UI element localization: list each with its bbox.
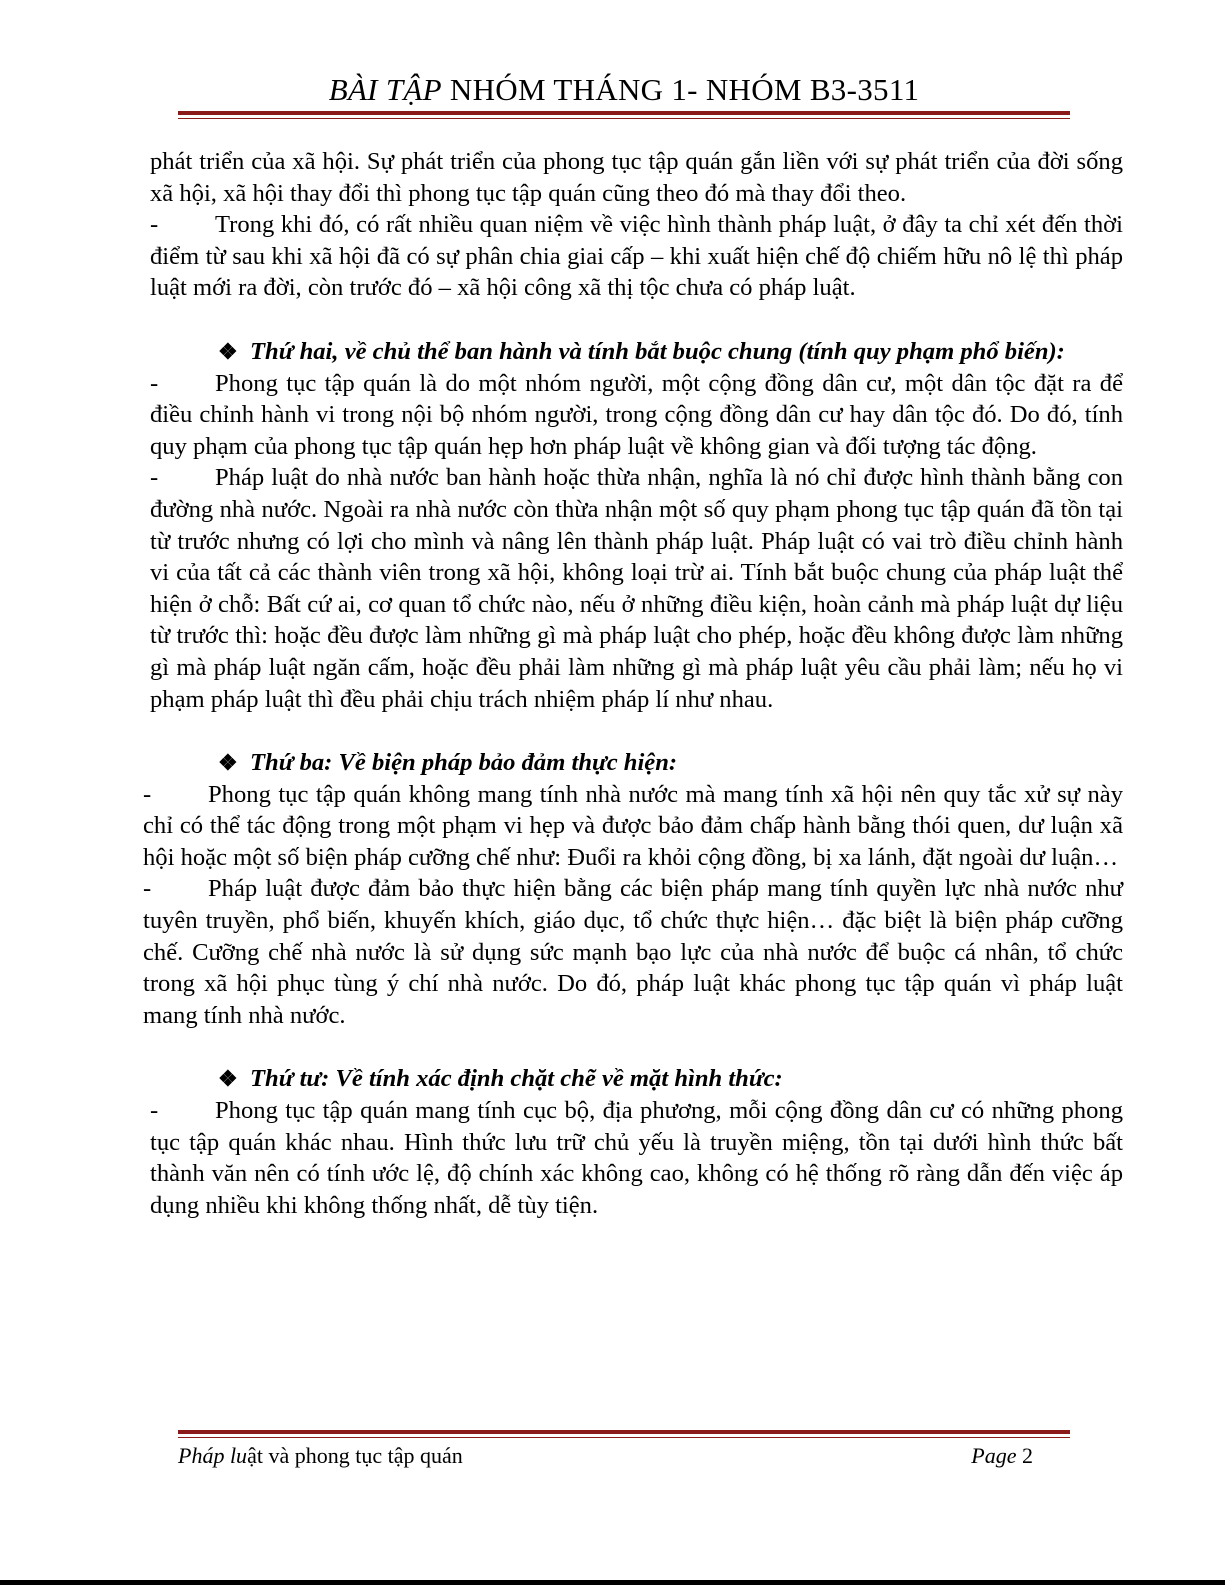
footer-page-number: [971, 1441, 1033, 1471]
diamond-bullet-icon: ❖: [218, 338, 238, 364]
diamond-bullet-icon: ❖: [218, 750, 238, 776]
footer-rule-thin: [178, 1437, 1070, 1438]
footer-title: [178, 1441, 463, 1471]
dash-marker: -: [150, 211, 159, 239]
page-bottom-edge: [0, 1580, 1225, 1585]
paragraph-1: phát triển của xã hội. Sự phát triển của phong tục tập quán gắn liền với sự phát triển của đời sống xã hội, xã hội thay đổi thì phong tục tập quán cũng theo đó mà thay đổi theo.: [150, 148, 1123, 207]
dash-marker: -: [143, 780, 152, 808]
header-rule-thin: [178, 118, 1070, 119]
paragraph-3-text: Phong tục tập quán là do một nhóm người, một cộng đồng dân cư, một dân tộc đặt ra để điều chỉnh hành vi trong nội bộ nhóm người, trong cộng đồng dân cư hay dân tộc đó. Do đó, tính quy phạm của phong tục tập quán hẹp hơn pháp luật về không gian và đối tượng tác động.: [150, 369, 1123, 460]
header-title-italic: BÀI TẬP: [328, 72, 442, 107]
paragraph-7: [150, 1095, 1123, 1221]
paragraph-4-text: Pháp luật do nhà nước ban hành hoặc thừa nhận, nghĩa là nó chỉ được hình thành bằng con đường nhà nước. Ngoài ra nhà nước còn thừa nhận một số quy phạm phong tục tập quán đã tồn tại từ trước nhưng có lợi cho mình và nâng lên thành pháp luật. Pháp luật có vai trò điều chỉnh hành vi của tất cả các thành viên trong xã hội, không loại trừ ai. Tính bắt buộc chung của pháp luật thể hiện ở chỗ: Bất cứ ai, cơ quan tổ chức nào, nếu ở những điều kiện, hoàn cảnh mà pháp luật dự liệu từ trước thì: hoặc đều được làm những gì mà pháp luật cho phép, hoặc đều không được làm những gì mà pháp luật ngăn cấm, hoặc đều phải làm những gì mà pháp luật yêu cầu phải làm; nếu họ vi phạm pháp luật thì đều phải chịu trách nhiệm pháp lí như nhau.: [150, 464, 1123, 713]
paragraph-6-text: Pháp luật được đảm bảo thực hiện bằng các biện pháp mang tính quyền lực nhà nước như tuyên truyền, phổ biến, khuyến khích, giáo dục, tổ chức thực hiện… đặc biệt là biện pháp cưỡng chế. Cưỡng chế nhà nước là sử dụng sức mạnh bạo lực của nhà nước để buộc cá nhân, tổ chức trong xã hội phục tùng ý chí nhà nước. Do đó, pháp luật khác phong tục tập quán vì pháp luật mang tính nhà nước.: [143, 875, 1123, 1029]
paragraph-2: [150, 209, 1123, 304]
heading-thu-hai: [150, 336, 1123, 368]
paragraph-7-text: Phong tục tập quán mang tính cục bộ, địa phương, mỗi cộng đồng dân cư có những phong tục tập quán khác nhau. Hình thức lưu trữ chủ yếu là truyền miệng, tồn tại dưới hình thức bất thành văn nên có tính ước lệ, độ chính xác không cao, không có hệ thống rõ ràng dẫn đến việc áp dụng nhiều khi không thống nhất, dễ tùy tiện.: [150, 1097, 1123, 1219]
dash-marker: -: [150, 1097, 159, 1125]
heading-thu-ba: [150, 747, 1123, 779]
header-title-rest: NHÓM THÁNG 1- NHÓM B3-3511: [441, 72, 920, 107]
paragraph-3: [150, 368, 1123, 463]
document-body: [143, 146, 1123, 1221]
diamond-bullet-icon: ❖: [218, 1066, 238, 1092]
heading-thu-hai-text: Thứ hai, về chủ thể ban hành và tính bắt buộc chung (tính quy phạm phổ biến):: [250, 337, 1065, 365]
footer-rule-thick: [178, 1430, 1070, 1434]
paragraph-2-text: Trong khi đó, có rất nhiều quan niệm về việc hình thành pháp luật, ở đây ta chỉ xét đến thời điểm từ sau khi xã hội đã có sự phân chia giai cấp – khi xuất hiện chế độ chiếm hữu nô lệ thì pháp luật mới ra đời, còn trước đó – xã hội công xã thị tộc chưa có pháp luật.: [150, 211, 1123, 302]
paragraph-4: [150, 462, 1123, 715]
paragraph-6: [143, 873, 1123, 1031]
dash-marker: -: [150, 464, 159, 492]
footer-title-italic: Pháp lu: [178, 1443, 248, 1468]
dash-marker: -: [143, 875, 152, 903]
heading-thu-tu-text: Thứ tư: Về tính xác định chặt chẽ về mặt hình thức:: [250, 1065, 783, 1093]
heading-thu-tu: [150, 1063, 1123, 1095]
paragraph-5: [143, 779, 1123, 874]
page-number: 2: [1022, 1443, 1033, 1468]
page-label: Page: [971, 1443, 1017, 1468]
footer-title-rest: ật và phong tục tập quán: [247, 1443, 463, 1468]
header-rule-thick: [178, 111, 1070, 115]
heading-thu-ba-text: Thứ ba: Về biện pháp bảo đảm thực hiện:: [250, 749, 678, 777]
paragraph-5-text: Phong tục tập quán không mang tính nhà nước mà mang tính xã hội nên quy tắc xử sự này chỉ có thể tác động trong một phạm vi hẹp và được bảo đảm chấp hành bằng thói quen, dư luận xã hội hoặc một số biện pháp cưỡng chế như: Đuổi ra khỏi cộng đồng, bị xa lánh, đặt ngoài dư luận…: [143, 780, 1123, 871]
dash-marker: -: [150, 369, 159, 397]
header-title: [178, 70, 1070, 110]
